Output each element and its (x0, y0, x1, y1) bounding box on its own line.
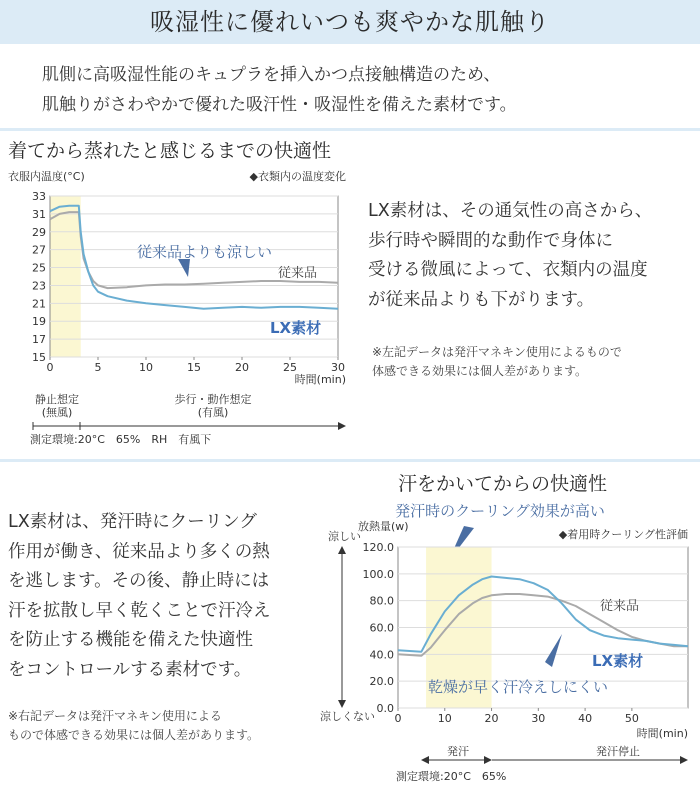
page-title: 吸湿性に優れいつも爽やかな肌触り (150, 8, 550, 36)
section2-description (8, 508, 271, 685)
y-tick-label: 15 (32, 351, 46, 364)
chart1-conditions: 測定環境:20°C 65% RH 有風下 (30, 433, 212, 446)
y-tick-label: 80.0 (369, 594, 394, 608)
x-tick-label: 30 (531, 712, 546, 725)
y-tick-label: 29 (32, 225, 46, 239)
chart1-phase-rest-sub: (無風) (41, 406, 73, 419)
section2-desc-line: をコントロールする素材です。 (8, 659, 252, 680)
chart1-phase-walk-sub: (有風) (197, 406, 229, 419)
intro-line-2: 肌触りがさわやかで優れた吸汗性・吸湿性を備えた素材です。 (42, 95, 517, 115)
x-tick-label: 0 (394, 712, 402, 725)
chart1-caption: ◆衣類内の温度変化 (249, 170, 346, 183)
chart1-callout: 従来品よりも涼しい (137, 243, 273, 261)
y-tick-label: 19 (32, 315, 46, 329)
chart2-phase-sweat: 発汗 (447, 745, 469, 758)
section1-note-line: ※左記データは発汗マネキン使用によるもので (372, 345, 622, 359)
chart2-stop-arrow (680, 756, 688, 764)
temperature-chart (0, 160, 360, 460)
chart2-conditions: 測定環境:20°C 65% (396, 770, 507, 783)
section1-desc-line: 歩行時や瞬間的な動作で身体に (368, 230, 613, 251)
section1-note (372, 343, 622, 381)
section2-title: 汗をかいてからの快適性 (398, 473, 608, 495)
y-tick-label: 40.0 (369, 648, 394, 662)
x-tick-label: 30 (331, 361, 345, 374)
y-tick-label: 33 (32, 190, 46, 203)
section2-desc-line: を逃します。その後、静止時には (8, 571, 270, 591)
x-tick-label: 20 (235, 361, 249, 374)
y-tick-label: 17 (32, 333, 46, 347)
chart2-x-axis-unit: 時間(min) (636, 727, 688, 740)
x-tick-label: 40 (578, 712, 593, 725)
y-tick-label: 0.0 (376, 702, 394, 715)
chart2-caption: ◆着用時クーリング性評価 (558, 528, 688, 541)
section2-desc-line: LX素材は、発汗時にクーリング (8, 512, 257, 532)
section1-desc-line: 受ける微風によって、衣類内の温度 (368, 260, 648, 280)
chart2-label-pointer (545, 634, 562, 667)
chart1-phase-rest: 静止想定 (35, 393, 79, 406)
section1-note-line: 体感できる効果には個人差があります。 (372, 364, 588, 378)
chart1-label-conventional: 従来品 (278, 266, 318, 281)
y-tick-label: 20.0 (369, 675, 394, 689)
highlight-band (50, 196, 81, 357)
chart2-sweat-arrow-right (484, 756, 492, 764)
chart2-label-conventional: 従来品 (600, 599, 640, 614)
chart2-y-axis-label: 放熱量(w) (358, 520, 409, 533)
y-tick-label: 27 (32, 243, 46, 257)
x-tick-label: 20 (484, 712, 499, 725)
x-tick-label: 0 (46, 361, 54, 374)
chart1-y-axis-label: 衣服内温度(°C) (8, 170, 85, 183)
x-tick-label: 10 (139, 361, 153, 374)
section-divider (0, 128, 700, 131)
chart1-walk-arrow (338, 422, 346, 430)
section1-title: 着てから蒸れたと感じるまでの快適性 (8, 140, 332, 162)
y-tick-label: 60.0 (369, 621, 394, 635)
x-tick-label: 15 (187, 361, 201, 374)
section1-description (368, 197, 652, 315)
y-tick-label: 31 (32, 207, 46, 221)
chart2-sweat-arrow-left (421, 756, 429, 764)
chart2-callout-2: 乾燥が早く汗冷えしにくい (428, 678, 609, 696)
y-tick-label: 23 (32, 279, 46, 293)
x-tick-label: 5 (94, 361, 102, 374)
cooling-chart (318, 492, 700, 800)
y-tick-label: 120.0 (362, 541, 394, 554)
chart2-label-lx: LX素材 (592, 652, 644, 670)
chart1-phase-walk: 歩行・動作想定 (174, 393, 252, 406)
chart1-label-lx: LX素材 (270, 319, 322, 337)
x-tick-label: 10 (437, 712, 452, 725)
intro-line-1: 肌側に高吸湿性能のキュプラを挿入かつ点接触構造のため、 (42, 65, 501, 85)
y-tick-label: 100.0 (362, 567, 394, 581)
chart2-y-bottom-label: 涼しくない (320, 710, 375, 723)
section2-desc-line: 作用が働き、従来品より多くの熱 (8, 541, 270, 562)
chart2-phase-stop: 発汗停止 (596, 745, 640, 758)
section2-note-line: もので体感できる効果には個人差があります。 (8, 728, 260, 742)
chart2-down-arrow (338, 700, 346, 708)
section1-desc-line: LX素材は、その通気性の高さから、 (368, 201, 653, 221)
x-tick-label: 50 (624, 712, 639, 725)
section2-note (8, 707, 259, 745)
chart1-x-axis-unit: 時間(min) (294, 373, 346, 386)
chart2-callout: 発汗時のクーリング効果が高い (395, 502, 605, 520)
x-tick-label: 25 (283, 361, 297, 374)
y-tick-label: 21 (32, 297, 46, 311)
section1-desc-line: が従来品よりも下がります。 (368, 289, 595, 310)
chart2-y-top-label: 涼しい (328, 530, 361, 543)
section-divider (0, 459, 700, 462)
section2-note-line: ※右記データは発汗マネキン使用による (8, 709, 222, 723)
section2-desc-line: 汗を拡散し早く乾くことで汗冷え (8, 600, 271, 621)
section2-desc-line: を防止する機能を備えた快適性 (8, 630, 253, 650)
y-tick-label: 25 (32, 261, 46, 275)
